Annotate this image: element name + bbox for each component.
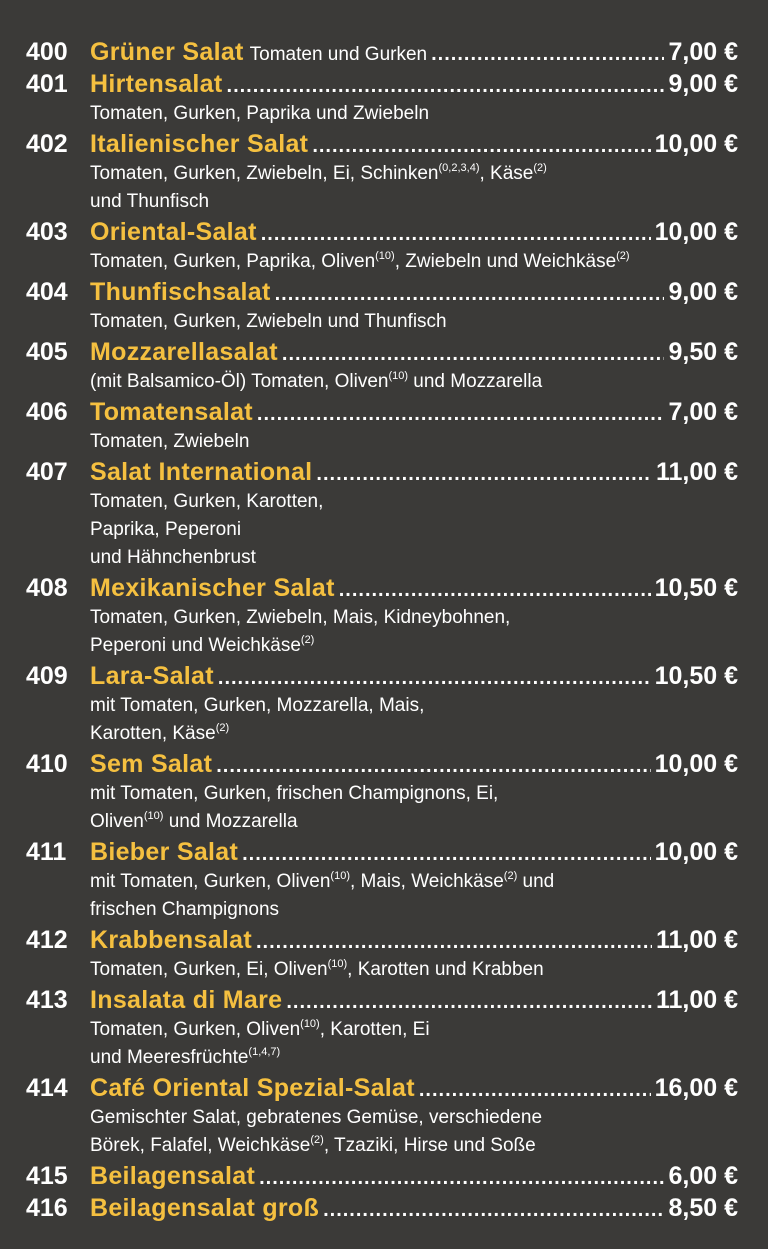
menu-item-header [0,750,768,780]
menu-item-415 [0,1162,768,1192]
dot-leader [261,223,651,246]
item-number: 406 [26,398,68,426]
item-description-line [0,428,768,456]
menu-item-414 [0,1074,768,1160]
menu-item-416 [0,1194,768,1224]
item-name: Bieber Salat [90,838,239,866]
allergen-footnote: (2) [300,634,315,646]
description-text: und Mozzarella [163,811,298,832]
menu-item-header [0,926,768,956]
description-text: Karotten, Käse [90,723,216,744]
description-text: Tomaten, Gurken, Paprika und Zwiebeln [90,103,430,124]
item-name: Lara-Salat [90,662,214,690]
allergen-footnote: (1,4,7) [248,1046,281,1058]
menu-item-405 [0,338,768,396]
description-text: Oliven [90,811,144,832]
menu-item-header [0,838,768,868]
menu-item-header [0,218,768,248]
dot-leader [218,667,651,690]
dot-leader [431,43,664,66]
description-text: Tomaten, Gurken, Zwiebeln, Ei, Schinken [90,163,439,184]
description-text: , Zwiebeln und Weichkäse [394,251,617,272]
item-description-line [0,100,768,128]
menu-item-411 [0,838,768,924]
item-price: 7,00 € [668,38,738,66]
allergen-footnote: (2) [310,1134,324,1146]
item-name: Tomatensalat [90,398,253,426]
item-description-line [0,808,768,836]
dot-leader [282,343,665,366]
allergen-footnote: (10) [330,870,350,882]
item-name: Mozzarellasalat [90,338,278,366]
item-price: 11,00 € [655,458,738,486]
dot-leader [227,75,665,98]
menu-item-header [0,1074,768,1104]
description-text: Paprika, Peperoni [90,519,242,540]
item-price: 9,50 € [668,338,738,366]
salad-menu [0,38,768,1226]
item-name: Sem Salat [90,750,213,778]
description-text: mit Tomaten, Gurken, Oliven [90,871,331,892]
menu-item-412 [0,926,768,984]
description-text: und Thunfisch [90,191,210,212]
dot-leader [256,931,652,954]
item-price: 9,00 € [668,278,738,306]
item-number: 408 [26,574,68,602]
item-name: Hirtensalat [90,70,223,98]
item-number: 416 [26,1194,68,1222]
menu-item-header [0,1162,768,1192]
item-description-line [0,720,768,748]
menu-item-header [0,338,768,368]
allergen-footnote: (10) [375,250,395,262]
menu-item-header [0,662,768,692]
description-text: und Mozzarella [408,371,543,392]
menu-item-header [0,1194,768,1224]
item-price: 10,00 € [654,218,738,246]
item-name: Beilagensalat [90,1162,256,1190]
item-name: Krabbensalat [90,926,252,954]
description-text: und [517,871,555,892]
item-number: 403 [26,218,68,246]
allergen-footnote: (2) [215,722,230,734]
item-description-line [0,248,768,276]
item-description-line [0,308,768,336]
item-description-line [0,516,768,544]
item-number: 409 [26,662,68,690]
allergen-footnote: (2) [533,162,547,174]
description-text: Tomaten, Gurken, Zwiebeln und Thunfisch [90,311,447,332]
item-description-line [0,368,768,396]
allergen-footnote: (2) [503,870,518,882]
dot-leader [259,1167,664,1190]
item-number: 400 [26,38,68,66]
description-text: Tomaten, Gurken, Zwiebeln, Mais, Kidneybohnen, [90,607,511,628]
menu-item-406 [0,398,768,456]
item-price: 9,00 € [668,70,738,98]
item-price: 10,50 € [654,662,738,690]
dot-leader [339,579,651,602]
menu-item-header [0,70,768,100]
item-description-line [0,956,768,984]
item-price: 8,50 € [668,1194,738,1222]
item-description-line [0,896,768,924]
item-name: Italienischer Salat [90,130,309,158]
item-price: 10,00 € [654,130,738,158]
dot-leader [216,755,650,778]
item-number: 413 [26,986,68,1014]
description-text: , Käse [479,163,534,184]
item-number: 402 [26,130,68,158]
item-description-line [0,868,768,896]
description-text: mit Tomaten, Gurken, Mozzarella, Mais, [90,695,425,716]
item-description-line [0,780,768,808]
menu-item-header [0,986,768,1016]
item-description-line [0,632,768,660]
item-price: 7,00 € [668,398,738,426]
menu-item-header [0,458,768,488]
menu-item-409 [0,662,768,748]
item-price: 16,00 € [654,1074,738,1102]
description-text: und Meeresfrüchte [90,1047,249,1068]
item-number: 412 [26,926,68,954]
dot-leader [275,283,665,306]
item-price: 11,00 € [655,926,738,954]
allergen-footnote: (10) [327,958,348,970]
item-name: Mexikanischer Salat [90,574,335,602]
item-number: 415 [26,1162,68,1190]
description-text: mit Tomaten, Gurken, frischen Champignons, Ei, [90,783,499,804]
item-description-line [0,604,768,632]
item-name: Salat International [90,458,313,486]
dot-leader [257,403,665,426]
item-name: Insalata di Mare [90,986,283,1014]
description-text: Gemischter Salat, gebratenes Gemüse, verschiedene [90,1107,543,1128]
menu-item-404 [0,278,768,336]
dot-leader [242,843,650,866]
menu-item-header [0,278,768,308]
description-text: , Mais, Weichkäse [349,871,504,892]
item-name: Thunfischsalat [90,278,271,306]
item-number: 404 [26,278,68,306]
description-text: (mit Balsamico-Öl) Tomaten, Oliven [90,371,389,392]
menu-item-401 [0,70,768,128]
menu-item-header [0,574,768,604]
menu-item-header [0,398,768,428]
dot-leader [312,135,650,158]
item-inline-description: Tomaten und Gurken [249,44,428,65]
menu-item-410 [0,750,768,836]
dot-leader [316,463,652,486]
description-text: und Hähnchenbrust [90,547,256,568]
allergen-footnote: (10) [143,810,164,822]
item-price: 10,00 € [654,838,738,866]
dot-leader [419,1079,651,1102]
allergen-footnote: (0,2,3,4) [438,162,480,174]
description-text: Tomaten, Gurken, Karotten, [90,491,324,512]
menu-item-header [0,38,768,68]
menu-item-header [0,130,768,160]
item-name: Beilagensalat groß [90,1194,320,1222]
item-description-line [0,1016,768,1044]
item-price: 10,50 € [654,574,738,602]
description-text: , Karotten, Ei [319,1019,430,1040]
dot-leader [286,991,652,1014]
description-text: Tomaten, Gurken, Ei, Oliven [90,959,328,980]
item-number: 410 [26,750,68,778]
menu-item-403 [0,218,768,276]
menu-item-413 [0,986,768,1072]
item-number: 414 [26,1074,68,1102]
item-number: 405 [26,338,68,366]
item-description-line [0,692,768,720]
item-description-line [0,1044,768,1072]
item-number: 411 [26,838,67,866]
item-number: 407 [26,458,68,486]
allergen-footnote: (10) [388,370,409,382]
menu-item-400 [0,38,768,68]
item-price: 6,00 € [668,1162,738,1190]
item-description-line [0,160,768,188]
menu-item-402 [0,130,768,216]
description-text: , Karotten und Krabben [347,959,544,980]
item-number: 401 [26,70,68,98]
item-name: Oriental-Salat [90,218,257,246]
item-description-line [0,1132,768,1160]
description-text: Tomaten, Gurken, Oliven [90,1019,301,1040]
menu-item-407 [0,458,768,572]
description-text: , Tzaziki, Hirse und Soße [323,1135,536,1156]
description-text: Peperoni und Weichkäse [90,635,301,656]
item-description-line [0,488,768,516]
item-name: Grüner Salat [90,38,244,66]
description-text: frischen Champignons [90,899,280,920]
allergen-footnote: (2) [616,250,630,262]
allergen-footnote: (10) [300,1018,320,1030]
item-description-line [0,1104,768,1132]
item-description-line [0,544,768,572]
menu-item-408 [0,574,768,660]
description-text: Tomaten, Zwiebeln [90,431,250,452]
item-price: 11,00 € [655,986,738,1014]
dot-leader [323,1199,664,1222]
item-description-line [0,188,768,216]
item-name: Café Oriental Spezial-Salat [90,1074,415,1102]
description-text: Börek, Falafel, Weichkäse [90,1135,311,1156]
item-price: 10,00 € [654,750,738,778]
description-text: Tomaten, Gurken, Paprika, Oliven [90,251,376,272]
